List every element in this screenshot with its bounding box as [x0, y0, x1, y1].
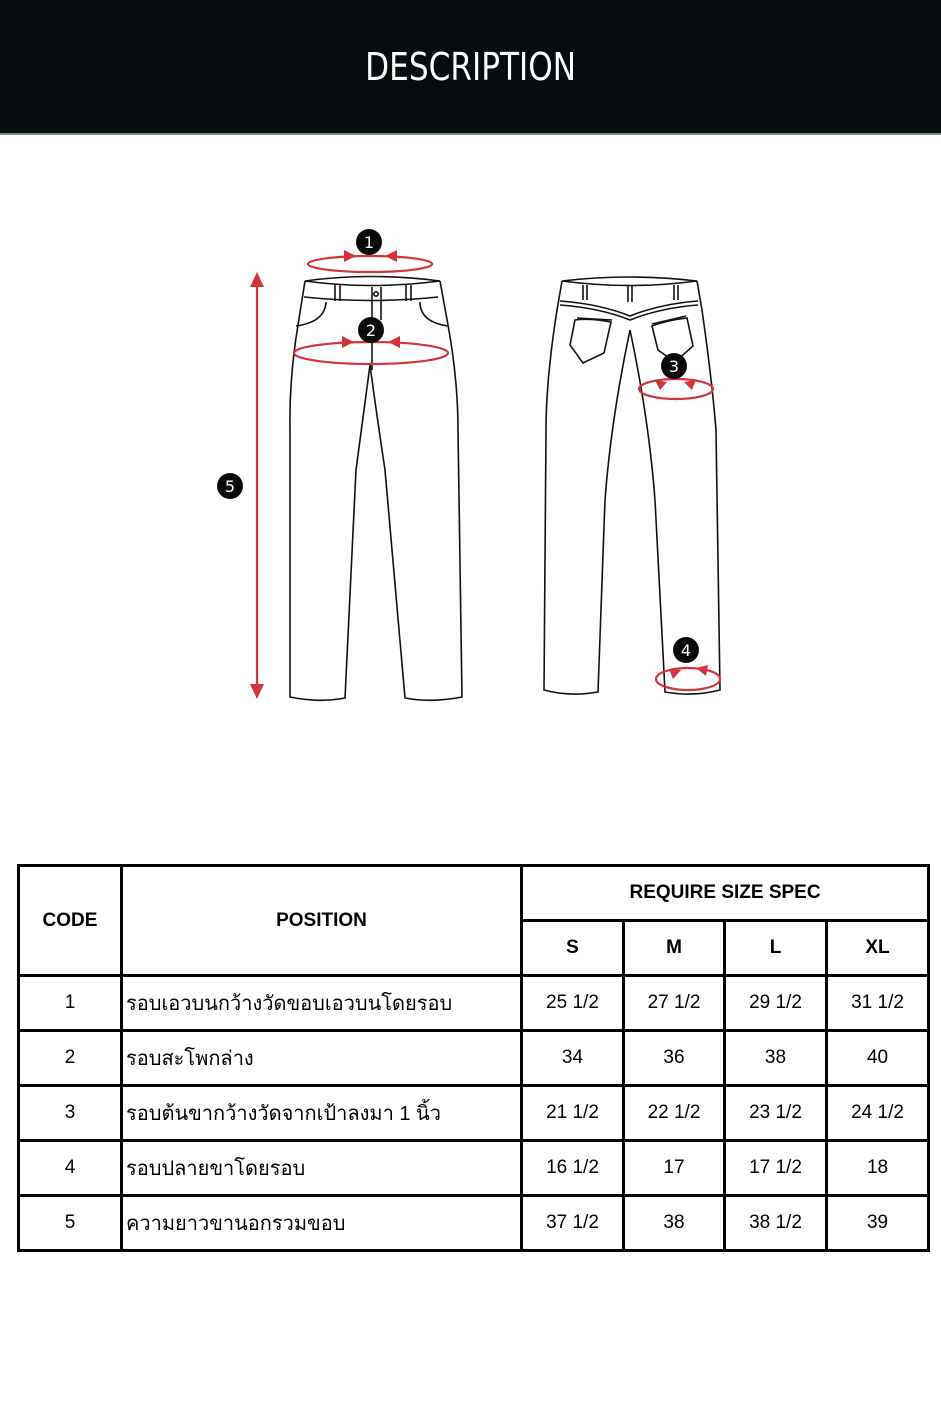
marker-4: [673, 637, 699, 663]
row-code: 3: [19, 1086, 122, 1141]
header-require-size-spec: REQUIRE SIZE SPEC: [522, 866, 929, 921]
value-s: 34: [522, 1031, 624, 1086]
measure-arrows-front: [257, 256, 448, 690]
row-code: 5: [19, 1196, 122, 1251]
marker-5: [217, 473, 243, 499]
svg-text:3: 3: [668, 357, 680, 376]
value-l: 38: [725, 1031, 827, 1086]
marker-2: [358, 317, 384, 343]
value-s: 16 1/2: [522, 1141, 624, 1196]
pants-measurement-diagram: [0, 200, 941, 720]
size-spec-table: [17, 864, 930, 1252]
value-l: 38 1/2: [725, 1196, 827, 1251]
value-m: 22 1/2: [624, 1086, 725, 1141]
header-banner: [0, 0, 941, 135]
value-s: 21 1/2: [522, 1086, 624, 1141]
back-pants-drawing: [544, 277, 720, 694]
row-position: รอบสะโพกล่าง: [122, 1031, 522, 1086]
header-size-s: S: [522, 921, 624, 976]
value-xl: 18: [827, 1141, 929, 1196]
row-position: รอบเอวบนกว้างวัดขอบเอวบนโดยรอบ: [122, 976, 522, 1031]
arrowheads-back: [655, 380, 708, 679]
header-position: POSITION: [122, 866, 522, 976]
header-code: CODE: [19, 866, 122, 976]
marker-3: [661, 353, 687, 379]
value-m: 27 1/2: [624, 976, 725, 1031]
value-s: 37 1/2: [522, 1196, 624, 1251]
table-row: [19, 976, 929, 1031]
svg-text:2: 2: [365, 321, 377, 340]
row-position: รอบปลายขาโดยรอบ: [122, 1141, 522, 1196]
svg-text:1: 1: [363, 233, 375, 252]
header-size-xl: XL: [827, 921, 929, 976]
value-l: 29 1/2: [725, 976, 827, 1031]
table-row: [19, 1086, 929, 1141]
table-row: [19, 1196, 929, 1251]
value-s: 25 1/2: [522, 976, 624, 1031]
header-size-l: L: [725, 921, 827, 976]
row-code: 2: [19, 1031, 122, 1086]
value-xl: 31 1/2: [827, 976, 929, 1031]
value-l: 17 1/2: [725, 1141, 827, 1196]
value-xl: 39: [827, 1196, 929, 1251]
value-m: 38: [624, 1196, 725, 1251]
row-position: รอบต้นขากว้างวัดจากเป้าลงมา 1 นิ้ว: [122, 1086, 522, 1141]
value-xl: 24 1/2: [827, 1086, 929, 1141]
row-code: 1: [19, 976, 122, 1031]
value-m: 17: [624, 1141, 725, 1196]
marker-1: [356, 229, 382, 255]
row-code: 4: [19, 1141, 122, 1196]
table-row: [19, 1031, 929, 1086]
arrowheads-front: [250, 250, 400, 699]
value-m: 36: [624, 1031, 725, 1086]
value-l: 23 1/2: [725, 1086, 827, 1141]
table-row: [19, 1141, 929, 1196]
header-size-m: M: [624, 921, 725, 976]
value-xl: 40: [827, 1031, 929, 1086]
row-position: ความยาวขานอกรวมขอบ: [122, 1196, 522, 1251]
page-title: DESCRIPTION: [365, 44, 576, 89]
svg-text:4: 4: [680, 641, 692, 660]
svg-text:5: 5: [224, 477, 236, 496]
